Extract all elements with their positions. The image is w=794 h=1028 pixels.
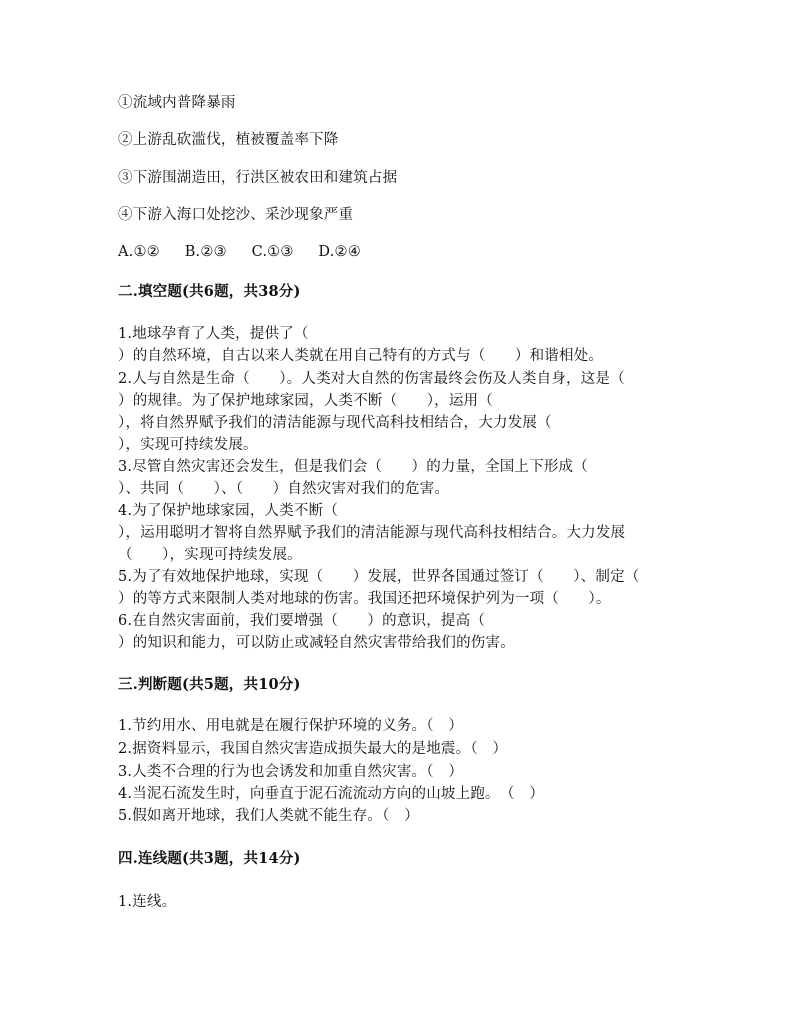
- section-heading-matching: 四.连线题(共3题，共14分): [118, 850, 301, 867]
- choice-a: A.①②: [118, 244, 160, 260]
- fill-blank-line: ），实现可持续发展。: [118, 437, 258, 453]
- fill-blank-line: ），将自然界赋予我们的清洁能源与现代高科技相结合，大力发展（: [118, 415, 552, 431]
- fill-blank-line: 6.在自然灾害面前，我们要增强（ ）的意识，提高（: [118, 613, 486, 629]
- fill-blank-line: ）的规律。为了保护地球家园，人类不断（ ），运用（: [118, 393, 493, 409]
- section-heading-fill-blank: 二.填空题(共6题，共38分): [118, 283, 301, 300]
- fill-blank-line: 5.为了有效地保护地球，实现（ ）发展，世界各国通过签订（ ）、制定（: [118, 569, 640, 585]
- fill-blank-line: ）的知识和能力，可以防止或减轻自然灾害带给我们的伤害。: [118, 635, 515, 651]
- fill-blank-line: （ ），实现可持续发展。: [118, 547, 302, 563]
- fill-blank-line: ）的等方式来限制人类对地球的伤害。我国还把环境保护列为一项（ ）。: [118, 591, 611, 607]
- true-false-line: 1.节约用水、用电就是在履行保护环境的义务。（ ）: [118, 718, 464, 734]
- fill-blank-line: ）的自然环境，自古以来人类就在用自己特有的方式与（ ）和谐相处。: [118, 348, 604, 364]
- fill-blank-line: 1.地球孕育了人类，提供了（: [118, 326, 309, 342]
- matching-line: 1.连线。: [118, 894, 177, 910]
- choice-c: C.①③: [251, 244, 294, 260]
- section-heading-true-false: 三.判断题(共5题，共10分): [118, 676, 301, 693]
- fill-blank-line: 4.为了保护地球家园，人类不断（: [118, 503, 339, 519]
- true-false-line: 3.人类不合理的行为也会诱发和加重自然灾害。（ ）: [118, 764, 464, 780]
- choice-b: B.②③: [184, 244, 227, 260]
- fill-blank-line: 3.尽管自然灾害还会发生，但是我们会（ ）的力量，全国上下形成（: [118, 459, 588, 475]
- answer-choices: [118, 242, 381, 262]
- option-3: ③下游围湖造田，行洪区被农田和建筑占据: [118, 170, 398, 186]
- true-false-line: 5.假如离开地球，我们人类就不能生存。（ ）: [118, 808, 419, 824]
- true-false-line: 4.当泥石流发生时，向垂直于泥石流流动方向的山坡上跑。 （ ）: [118, 786, 545, 802]
- fill-blank-line: ），运用聪明才智将自然界赋予我们的清洁能源与现代高科技相结合。大力发展: [118, 525, 626, 541]
- true-false-line: 2.据资料显示，我国自然灾害造成损失最大的是地震。（ ）: [118, 741, 508, 757]
- fill-blank-line: 2.人与自然是生命（ ）。人类对大自然的伤害最终会伤及人类自身，这是（: [118, 371, 625, 387]
- fill-blank-line: ）、共同（ ）、（ ）自然灾害对我们的危害。: [118, 481, 450, 497]
- choice-d: D.②④: [318, 244, 361, 260]
- option-4: ④下游入海口处挖沙、采沙现象严重: [118, 207, 354, 223]
- option-2: ②上游乱砍滥伐，植被覆盖率下降: [118, 132, 339, 148]
- option-1: ①流域内普降暴雨: [118, 95, 236, 111]
